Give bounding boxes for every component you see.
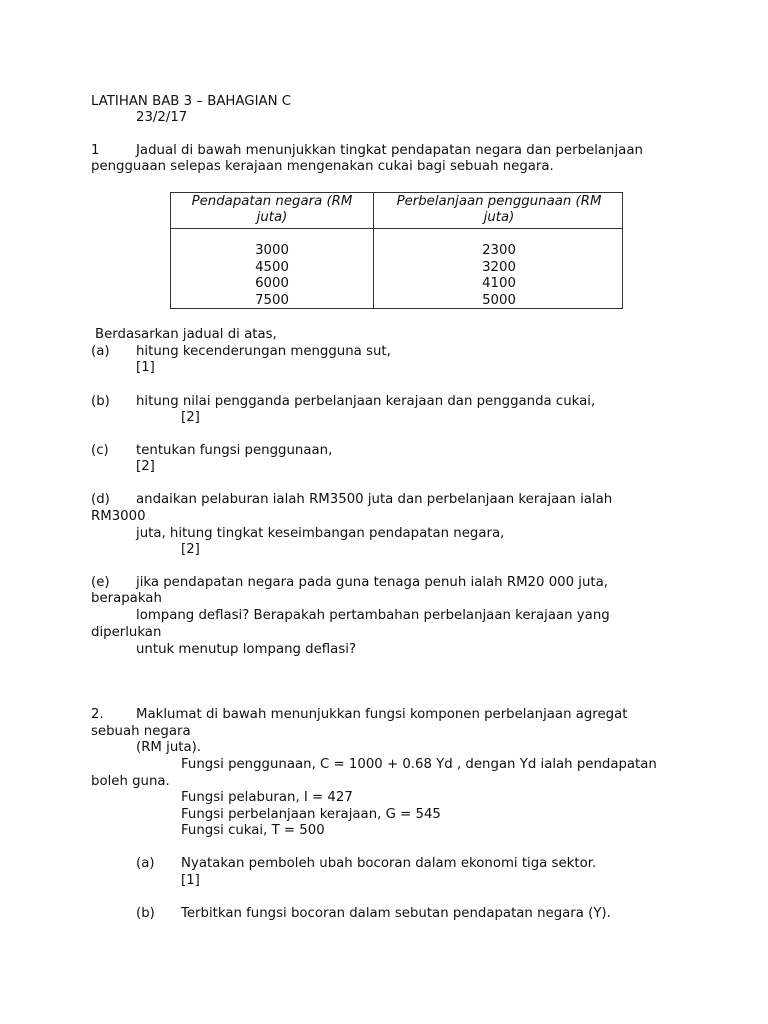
table-column-income [171, 243, 373, 309]
question-1-lead: Berdasarkan jadual di atas, [95, 327, 277, 342]
table-cell: 3000 [255, 243, 289, 258]
part-e-text-cont: berapakah [91, 591, 162, 606]
part-b-text: hitung nilai pengganda perbelanjaan kerajaan dan pengganda cukai, [136, 394, 596, 409]
q2-part-a-text: Nyatakan pemboleh ubah bocoran dalam ekonomi tiga sektor. [181, 856, 597, 871]
question-1-intro-cont: pengguaan selepas kerajaan mengenakan cukai bagi sebuah negara. [91, 159, 554, 174]
part-label: (c) [91, 443, 109, 458]
q2-part-b-text: Terbitkan fungsi bocoran dalam sebutan pendapatan negara (Y). [181, 906, 611, 921]
part-d-text: andaikan pelaburan ialah RM3500 juta dan perbelanjaan kerajaan ialah [136, 492, 613, 507]
table-header-income: Pendapatan negara (RM juta) [191, 194, 353, 225]
table-cell: 3200 [482, 259, 516, 275]
part-e-text: jika pendapatan negara pada guna tenaga penuh ialah RM20 000 juta, [136, 575, 609, 590]
table-cell: 2300 [482, 243, 516, 258]
part-label: (b) [136, 906, 155, 921]
part-e-text-cont: lompang deflasi? Berapakah pertambahan perbelanjaan kerajaan yang [136, 608, 610, 623]
table-cell: 4500 [255, 259, 289, 275]
part-label: (b) [91, 394, 110, 409]
question-2-intro-cont: (RM juta). [136, 740, 202, 755]
table-column-consumption [374, 243, 624, 309]
table-cell: 6000 [255, 276, 289, 291]
table-cell: 7500 [255, 292, 289, 308]
table-cell: 4100 [482, 276, 516, 291]
part-label: (a) [136, 856, 155, 871]
part-a-text: hitung kecenderungan mengguna sut, [136, 344, 391, 359]
question-2-number: 2. [91, 707, 104, 722]
part-label: (e) [91, 575, 110, 590]
part-e-text-cont: diperlukan [91, 625, 162, 640]
part-d-text-cont: RM3000 [91, 509, 146, 524]
investment-function: Fungsi pelaburan, I = 427 [181, 790, 353, 805]
question-1-intro: Jadual di bawah menunjukkan tingkat pendapatan negara dan perbelanjaan [136, 143, 643, 158]
table-header-consumption: Perbelanjaan penggunaan (RM juta) [396, 194, 602, 225]
part-label: (d) [91, 492, 110, 507]
q2-part-a-marks: [1] [181, 873, 200, 888]
part-a-marks: [1] [136, 360, 155, 375]
tax-function: Fungsi cukai, T = 500 [181, 823, 325, 838]
part-d-marks: [2] [181, 542, 200, 557]
consumption-function-cont: boleh guna. [91, 774, 170, 789]
page-title: LATIHAN BAB 3 – BAHAGIAN C [91, 94, 292, 109]
question-1-number: 1 [91, 143, 100, 158]
question-2-intro-cont: sebuah negara [91, 724, 191, 739]
part-e-text-cont: untuk menutup lompang deflasi? [136, 642, 357, 657]
part-c-marks: [2] [136, 459, 155, 474]
date: 23/2/17 [136, 110, 188, 125]
government-function: Fungsi perbelanjaan kerajaan, G = 545 [181, 807, 441, 822]
data-table [170, 192, 623, 309]
question-2-intro: Maklumat di bawah menunjukkan fungsi komponen perbelanjaan agregat [136, 707, 628, 722]
consumption-function: Fungsi penggunaan, C = 1000 + 0.68 Yd , dengan Yd ialah pendapatan [181, 757, 657, 772]
part-c-text: tentukan fungsi penggunaan, [136, 443, 333, 458]
part-b-marks: [2] [181, 410, 200, 425]
part-d-text-cont: juta, hitung tingkat keseimbangan pendapatan negara, [136, 526, 505, 541]
table-cell: 5000 [482, 292, 516, 308]
part-label: (a) [91, 344, 110, 359]
